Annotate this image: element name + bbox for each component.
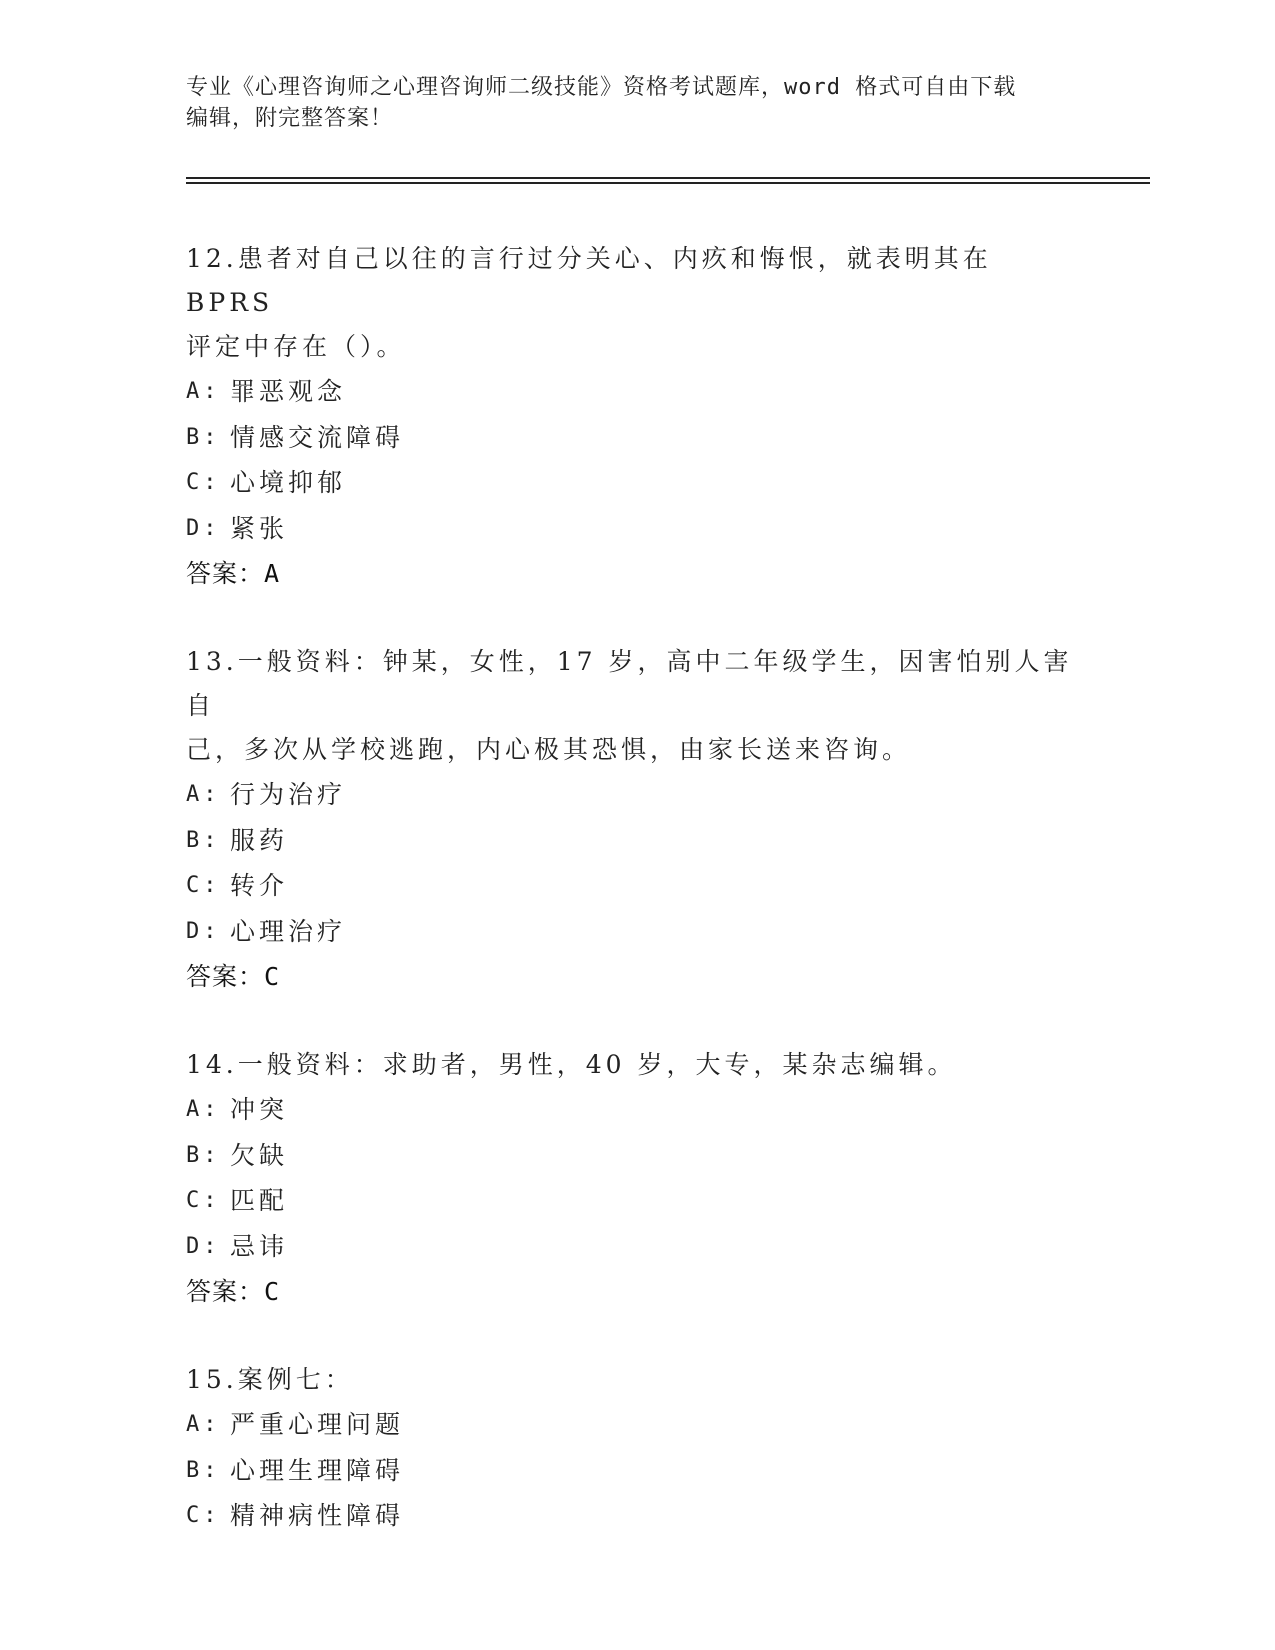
- header-divider-bottom: [186, 182, 1150, 184]
- option-d: [186, 909, 1086, 955]
- option-text: 心境抑郁: [230, 468, 347, 497]
- answer-label: 答案：C: [186, 962, 281, 991]
- document-header: [186, 72, 1066, 134]
- question-stem-line: 15.案例七：: [186, 1365, 354, 1394]
- option-c: [186, 863, 1086, 909]
- option-a: [186, 1087, 1086, 1133]
- option-text: 行为治疗: [230, 780, 347, 809]
- option-text: 匹配: [230, 1186, 289, 1215]
- header-intro-line-2: 编辑，附完整答案！: [186, 106, 394, 131]
- question-stem: [186, 1043, 1086, 1087]
- option-text: 欠缺: [230, 1140, 289, 1170]
- option-key: A:: [186, 379, 221, 404]
- question-stem-line: 14.一般资料：求助者，男性，40 岁，大专，某杂志编辑。: [186, 1050, 957, 1079]
- header-intro-line-1: 专业《心理咨询师之心理咨询师二级技能》资格考试题库，word 格式可自由下载: [186, 75, 1017, 100]
- answer-label: 答案：C: [186, 1277, 281, 1306]
- option-b: [186, 1133, 1086, 1179]
- option-key: D:: [186, 515, 221, 541]
- option-key: A:: [186, 1412, 221, 1437]
- answer-label: 答案：A: [186, 559, 281, 588]
- question-14: [186, 1043, 1086, 1315]
- question-stem-line: 12.患者对自己以往的言行过分关心、内疚和悔恨，就表明其在 BPRS: [186, 244, 992, 317]
- option-key: C:: [186, 470, 221, 495]
- option-key: D:: [186, 1233, 221, 1259]
- option-key: C:: [186, 1188, 221, 1213]
- option-c: [186, 1178, 1086, 1224]
- option-key: C:: [186, 873, 221, 898]
- option-d: [186, 1224, 1086, 1270]
- option-key: C:: [186, 1503, 221, 1528]
- option-text: 心理生理障碍: [230, 1455, 405, 1485]
- option-key: A:: [186, 1097, 221, 1122]
- question-12: [186, 237, 1086, 597]
- question-13: [186, 640, 1086, 1000]
- option-text: 精神病性障碍: [230, 1501, 405, 1530]
- question-stem-line: 己，多次从学校逃跑，内心极其恐惧，由家长送来咨询。: [186, 735, 912, 764]
- option-text: 转介: [230, 871, 289, 900]
- option-c: [186, 1493, 1086, 1539]
- option-b: [186, 818, 1086, 864]
- question-stem: [186, 237, 1086, 369]
- option-b: [186, 415, 1086, 461]
- option-key: B:: [186, 1142, 221, 1168]
- option-text: 心理治疗: [230, 916, 347, 946]
- option-text: 罪恶观念: [230, 377, 347, 406]
- option-key: D:: [186, 918, 221, 944]
- option-a: [186, 369, 1086, 415]
- option-text: 忌讳: [230, 1231, 289, 1261]
- option-key: B:: [186, 1457, 221, 1483]
- option-a: [186, 1402, 1086, 1448]
- question-15: [186, 1358, 1086, 1539]
- option-text: 紧张: [230, 513, 289, 543]
- header-divider-top: [186, 177, 1150, 179]
- option-key: A:: [186, 782, 221, 807]
- option-key: B:: [186, 827, 221, 853]
- question-stem-line: 13.一般资料：钟某，女性，17 岁，高中二年级学生，因害怕别人害自: [186, 647, 1073, 720]
- option-c: [186, 460, 1086, 506]
- option-text: 冲突: [230, 1095, 289, 1124]
- option-text: 情感交流障碍: [230, 422, 405, 452]
- option-key: B:: [186, 424, 221, 450]
- question-stem: [186, 1358, 1086, 1402]
- question-stem-line: 评定中存在（）。: [186, 332, 406, 361]
- option-b: [186, 1448, 1086, 1494]
- option-d: [186, 506, 1086, 552]
- option-a: [186, 772, 1086, 818]
- option-text: 服药: [230, 825, 289, 855]
- question-stem: [186, 640, 1086, 772]
- option-text: 严重心理问题: [230, 1410, 405, 1439]
- question-list: [186, 237, 1086, 1582]
